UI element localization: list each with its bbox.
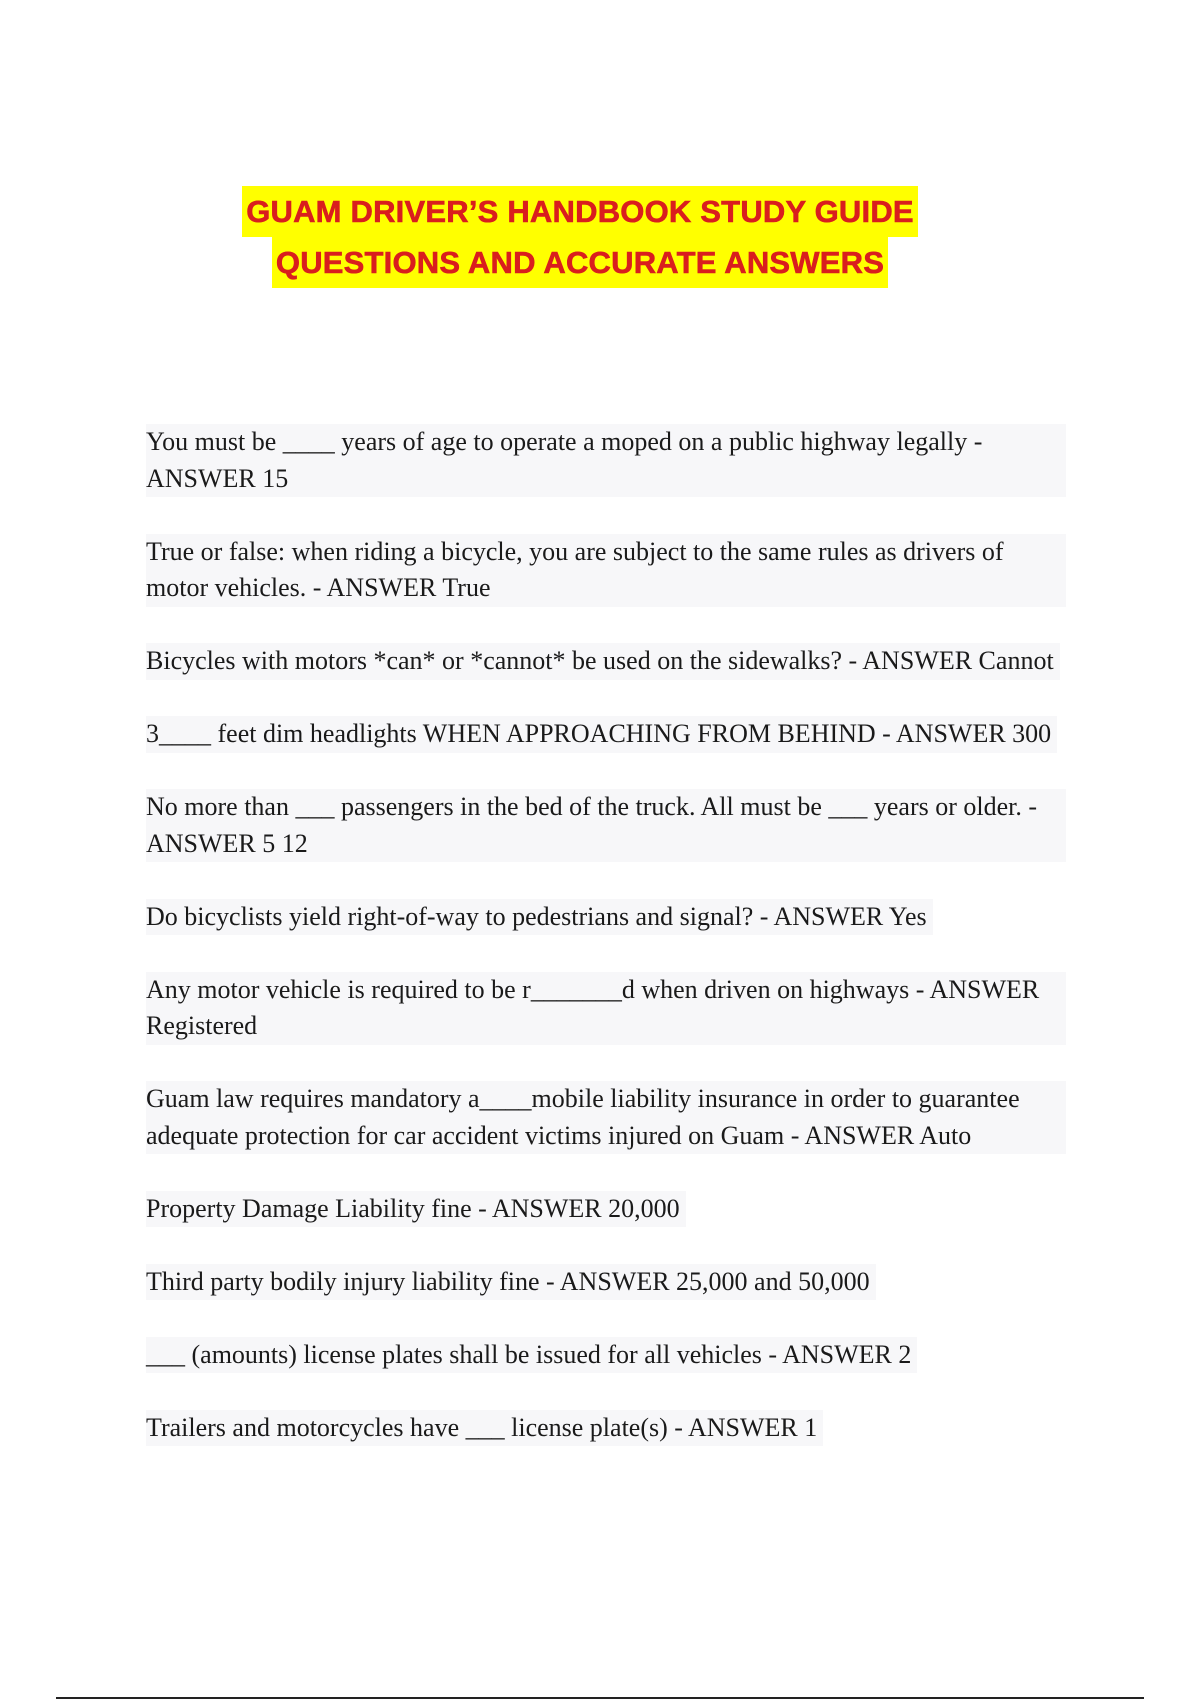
qa-item: ___ (amounts) license plates shall be issued for all vehicles - ANSWER 2 [146, 1337, 917, 1374]
title-line-1: GUAM DRIVER’S HANDBOOK STUDY GUIDE [242, 186, 918, 237]
qa-item: Trailers and motorcycles have ___ license plate(s) - ANSWER 1 [146, 1410, 823, 1447]
qa-item: Any motor vehicle is required to be r_______d when driven on highways - ANSWER Registered [146, 972, 1066, 1045]
qa-item: Do bicyclists yield right-of-way to pedestrians and signal? - ANSWER Yes [146, 899, 933, 936]
qa-list [146, 424, 1066, 1483]
title-line-2: QUESTIONS AND ACCURATE ANSWERS [272, 237, 888, 288]
qa-item: Property Damage Liability fine - ANSWER 20,000 [146, 1191, 686, 1228]
qa-item: Bicycles with motors *can* or *cannot* be used on the sidewalks? - ANSWER Cannot [146, 643, 1060, 680]
document-title [0, 186, 1160, 288]
page-bottom-rule [56, 1697, 1144, 1699]
qa-item: Guam law requires mandatory a____mobile liability insurance in order to guarantee adequate protection for car accident victims injured on Guam - ANSWER Auto [146, 1081, 1066, 1154]
qa-item: No more than ___ passengers in the bed of the truck. All must be ___ years or older. - ANSWER 5 12 [146, 789, 1066, 862]
qa-item: You must be ____ years of age to operate a moped on a public highway legally - ANSWER 15 [146, 424, 1066, 497]
qa-item: Third party bodily injury liability fine - ANSWER 25,000 and 50,000 [146, 1264, 876, 1301]
qa-item: True or false: when riding a bicycle, you are subject to the same rules as drivers of motor vehicles. - ANSWER True [146, 534, 1066, 607]
qa-item: 3____ feet dim headlights WHEN APPROACHING FROM BEHIND - ANSWER 300 [146, 716, 1057, 753]
